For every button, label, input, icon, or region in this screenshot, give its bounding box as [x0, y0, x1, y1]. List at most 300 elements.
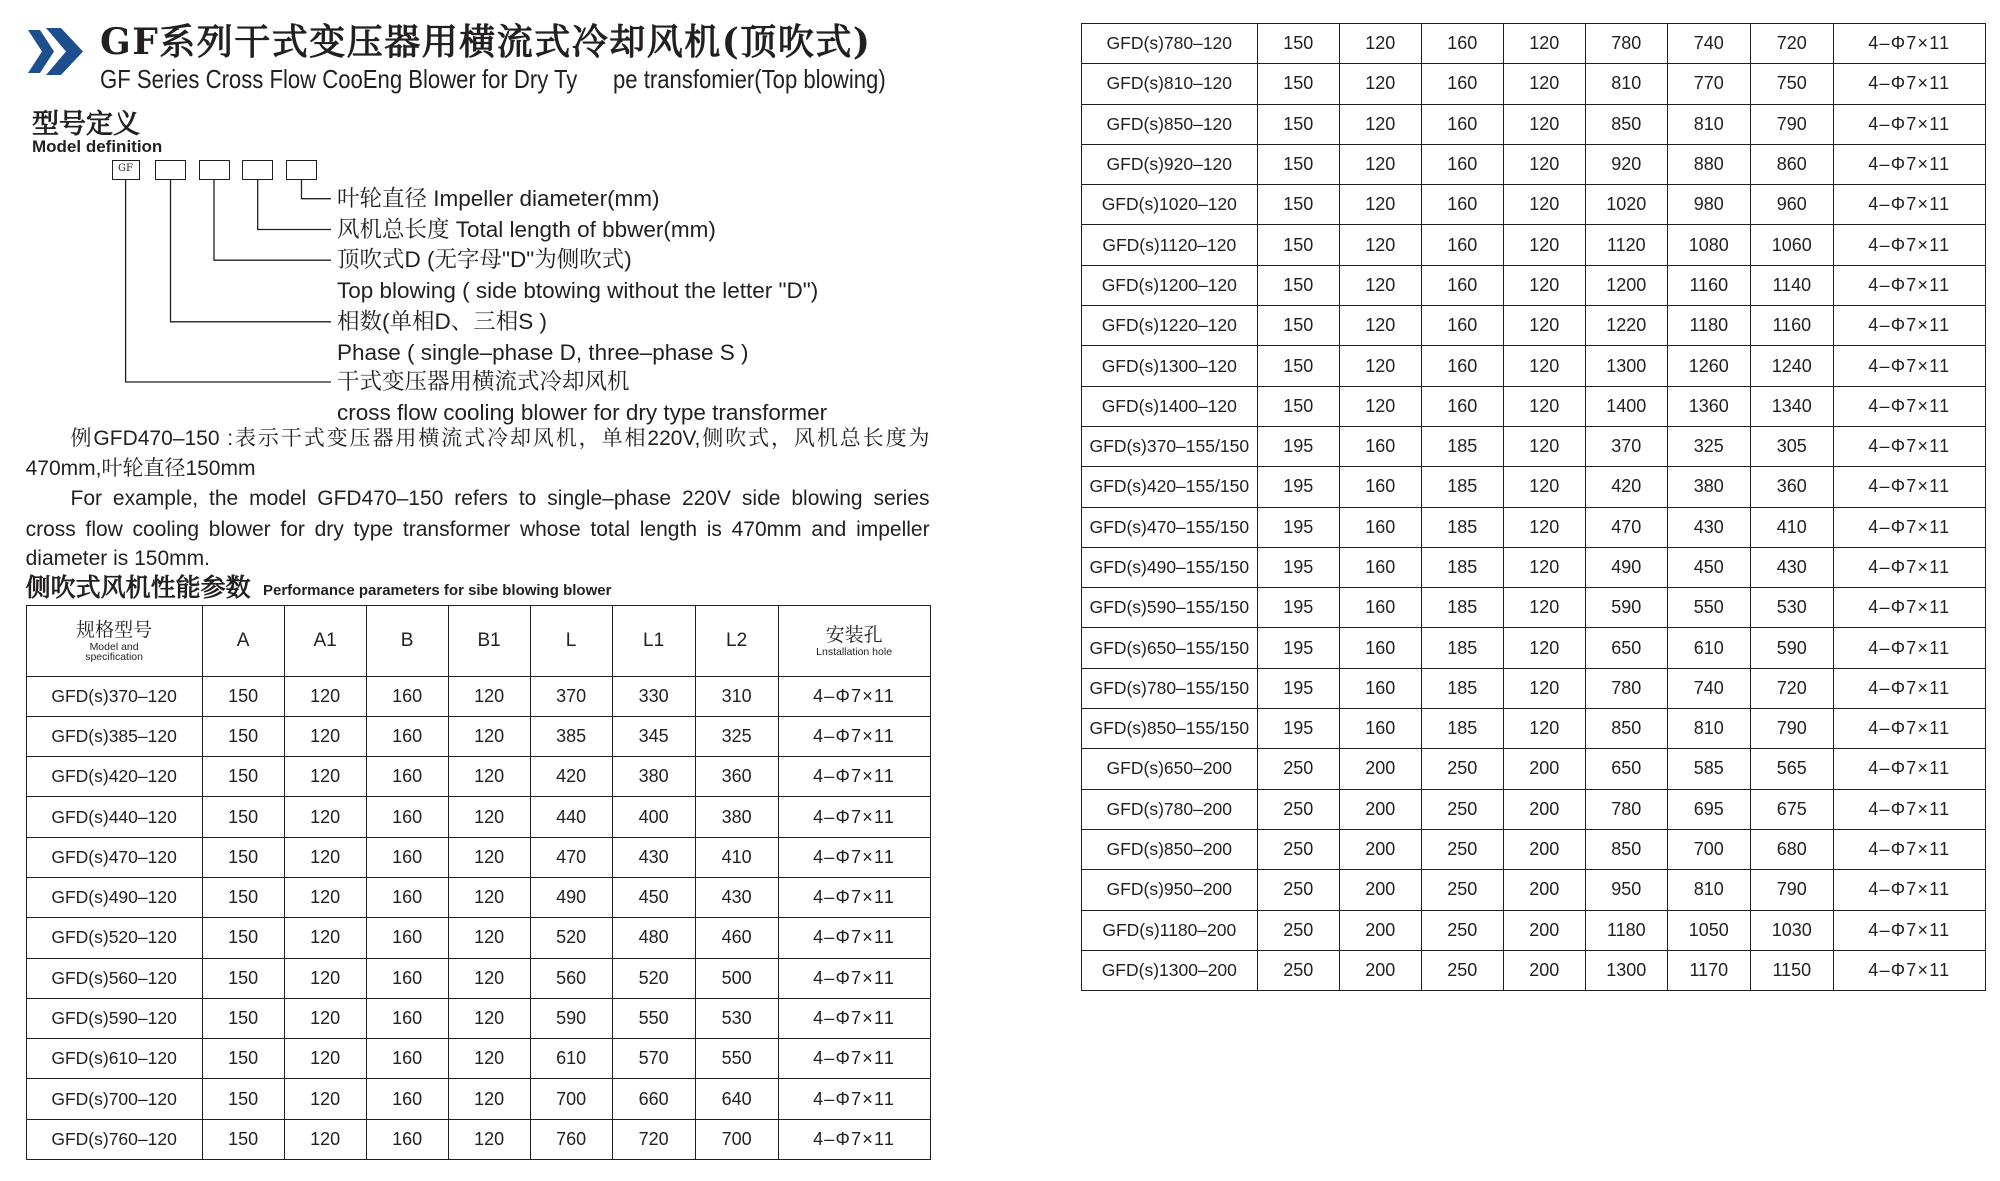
cell-l: 780 — [1585, 668, 1667, 708]
table-row — [1081, 668, 1985, 708]
cell-l2: 500 — [695, 958, 778, 998]
column-header-model-en-line1: Model and — [89, 640, 139, 653]
cell-l: 850 — [1585, 829, 1667, 869]
cell-installation-hole: 4–Φ7×11 — [1833, 265, 1985, 305]
table-row — [26, 676, 930, 716]
cell-b: 160 — [366, 716, 448, 756]
cell-installation-hole: 4–Φ7×11 — [1833, 185, 1985, 225]
cell-b: 185 — [1421, 588, 1503, 628]
cell-l: 1020 — [1585, 185, 1667, 225]
cell-l1: 570 — [612, 1039, 695, 1079]
connector-impeller-diameter — [302, 180, 332, 199]
cell-model: GFD(s)1300–120 — [1081, 346, 1257, 386]
cell-a: 150 — [202, 1039, 284, 1079]
cell-l2: 325 — [695, 716, 778, 756]
cell-a: 195 — [1257, 628, 1339, 668]
model-label-phase-zh: 相数(单相D、三相S ) — [337, 309, 547, 334]
cell-model: GFD(s)850–155/150 — [1081, 709, 1257, 749]
cell-model: GFD(s)440–120 — [26, 797, 202, 837]
cell-l1: 720 — [612, 1119, 695, 1159]
cell-b: 185 — [1421, 709, 1503, 749]
cell-b1: 120 — [448, 1039, 530, 1079]
cell-a1: 120 — [284, 1079, 366, 1119]
table-row — [1081, 749, 1985, 789]
cell-l1: 810 — [1667, 870, 1750, 910]
cell-l: 560 — [530, 958, 612, 998]
cell-installation-hole: 4–Φ7×11 — [1833, 749, 1985, 789]
column-header-a: A — [202, 606, 284, 677]
table-row — [1081, 588, 1985, 628]
performance-table-left-body — [26, 676, 930, 1160]
cell-l1: 1180 — [1667, 306, 1750, 346]
cell-l: 700 — [530, 1079, 612, 1119]
cell-model: GFD(s)850–200 — [1081, 829, 1257, 869]
cell-a1: 120 — [1339, 265, 1421, 305]
cell-b1: 120 — [448, 797, 530, 837]
cell-l1: 1170 — [1667, 950, 1750, 990]
table-row — [1081, 628, 1985, 668]
table-row — [1081, 547, 1985, 587]
cell-model: GFD(s)950–200 — [1081, 870, 1257, 910]
cell-a1: 120 — [284, 918, 366, 958]
cell-installation-hole: 4–Φ7×11 — [1833, 104, 1985, 144]
cell-l1: 810 — [1667, 104, 1750, 144]
cell-model: GFD(s)650–155/150 — [1081, 628, 1257, 668]
cell-l1: 585 — [1667, 749, 1750, 789]
table-row — [26, 1039, 930, 1079]
cell-l: 590 — [530, 998, 612, 1038]
cell-a1: 120 — [284, 1039, 366, 1079]
cell-b: 160 — [1421, 64, 1503, 104]
cell-l2: 1060 — [1750, 225, 1833, 265]
cell-l1: 430 — [612, 837, 695, 877]
cell-l1: 380 — [1667, 467, 1750, 507]
cell-b: 185 — [1421, 668, 1503, 708]
cell-l: 420 — [1585, 467, 1667, 507]
cell-l1: 695 — [1667, 789, 1750, 829]
cell-l2: 640 — [695, 1079, 778, 1119]
cell-a1: 120 — [284, 877, 366, 917]
cell-b1: 120 — [1503, 628, 1585, 668]
cell-model: GFD(s)1020–120 — [1081, 185, 1257, 225]
cell-a1: 200 — [1339, 910, 1421, 950]
example-text-en-line3: diameter is 150mm. — [25, 547, 210, 570]
cell-b: 160 — [1421, 386, 1503, 426]
cell-l1: 450 — [612, 877, 695, 917]
cell-l1: 1160 — [1667, 265, 1750, 305]
model-code-box-impeller — [286, 160, 317, 180]
cell-a1: 120 — [1339, 104, 1421, 144]
cell-a1: 120 — [284, 1119, 366, 1159]
table-row — [26, 1119, 930, 1159]
cell-a: 150 — [202, 998, 284, 1038]
cell-l1: 1050 — [1667, 910, 1750, 950]
cell-a1: 120 — [284, 837, 366, 877]
cell-a: 250 — [1257, 829, 1339, 869]
cell-a1: 160 — [1339, 467, 1421, 507]
cell-a: 195 — [1257, 547, 1339, 587]
cell-a1: 160 — [1339, 507, 1421, 547]
connector-total-length — [258, 180, 331, 230]
cell-a: 250 — [1257, 950, 1339, 990]
table-row — [26, 998, 930, 1038]
cell-b1: 120 — [448, 837, 530, 877]
table-row — [1081, 144, 1985, 184]
cell-b: 250 — [1421, 789, 1503, 829]
cell-a: 150 — [1257, 185, 1339, 225]
cell-b: 160 — [366, 877, 448, 917]
cell-installation-hole: 4–Φ7×11 — [1833, 507, 1985, 547]
cell-l1: 740 — [1667, 668, 1750, 708]
cell-a: 150 — [1257, 144, 1339, 184]
cell-l2: 360 — [695, 757, 778, 797]
performance-table-title-en: Performance parameters for sibe blowing blower — [263, 582, 612, 599]
cell-b: 160 — [1421, 306, 1503, 346]
table-row — [1081, 910, 1985, 950]
cell-a: 150 — [1257, 265, 1339, 305]
cell-model: GFD(s)420–120 — [26, 757, 202, 797]
performance-table-title-zh: 侧吹式风机性能参数 — [25, 574, 251, 602]
cell-l: 470 — [530, 837, 612, 877]
performance-table-left — [26, 605, 931, 1160]
cell-model: GFD(s)920–120 — [1081, 144, 1257, 184]
cell-b: 250 — [1421, 870, 1503, 910]
model-code-box-top-blowing — [199, 160, 230, 180]
column-header-model-en-line2: specification — [85, 650, 143, 663]
cell-b: 160 — [1421, 185, 1503, 225]
cell-model: GFD(s)780–200 — [1081, 789, 1257, 829]
cell-a: 150 — [1257, 24, 1339, 64]
cell-b: 160 — [1421, 104, 1503, 144]
cell-b1: 200 — [1503, 950, 1585, 990]
cell-l: 650 — [1585, 628, 1667, 668]
cell-l2: 530 — [1750, 588, 1833, 628]
cell-b1: 120 — [448, 716, 530, 756]
cell-model: GFD(s)700–120 — [26, 1079, 202, 1119]
cell-l1: 660 — [612, 1079, 695, 1119]
cell-a: 150 — [202, 837, 284, 877]
cell-installation-hole: 4–Φ7×11 — [1833, 950, 1985, 990]
cell-l2: 960 — [1750, 185, 1833, 225]
cell-model: GFD(s)1400–120 — [1081, 386, 1257, 426]
cell-l1: 345 — [612, 716, 695, 756]
cell-a1: 120 — [1339, 306, 1421, 346]
model-label-top-blowing-en: Top blowing ( side btowing without the letter "D") — [337, 278, 819, 303]
cell-installation-hole: 4–Φ7×11 — [778, 797, 930, 837]
table-row — [1081, 24, 1985, 64]
cell-b1: 120 — [1503, 547, 1585, 587]
cell-a1: 160 — [1339, 709, 1421, 749]
cell-l: 1120 — [1585, 225, 1667, 265]
table-header-row — [26, 606, 930, 677]
cell-a: 150 — [1257, 386, 1339, 426]
cell-a: 150 — [1257, 225, 1339, 265]
cell-installation-hole: 4–Φ7×11 — [1833, 789, 1985, 829]
cell-installation-hole: 4–Φ7×11 — [778, 1119, 930, 1159]
cell-b1: 200 — [1503, 749, 1585, 789]
cell-b: 250 — [1421, 950, 1503, 990]
cell-a: 195 — [1257, 588, 1339, 628]
cell-l1: 550 — [1667, 588, 1750, 628]
cell-installation-hole: 4–Φ7×11 — [1833, 668, 1985, 708]
cell-b: 160 — [366, 958, 448, 998]
model-label-series-en: cross flow cooling blower for dry type transformer — [337, 400, 828, 425]
cell-l1: 325 — [1667, 426, 1750, 466]
cell-b1: 120 — [448, 1119, 530, 1159]
table-row — [26, 757, 930, 797]
model-label-series-zh: 干式变压器用横流式冷却风机 — [337, 369, 630, 394]
cell-l: 520 — [530, 918, 612, 958]
cell-b: 160 — [366, 797, 448, 837]
cell-model: GFD(s)385–120 — [26, 716, 202, 756]
table-row — [1081, 950, 1985, 990]
cell-a: 150 — [202, 757, 284, 797]
cell-l2: 430 — [695, 877, 778, 917]
cell-b1: 120 — [448, 757, 530, 797]
cell-a1: 120 — [1339, 185, 1421, 225]
cell-l1: 450 — [1667, 547, 1750, 587]
cell-l2: 1030 — [1750, 910, 1833, 950]
cell-l: 850 — [1585, 709, 1667, 749]
cell-b1: 120 — [448, 998, 530, 1038]
cell-model: GFD(s)420–155/150 — [1081, 467, 1257, 507]
cell-l2: 380 — [695, 797, 778, 837]
cell-l1: 550 — [612, 998, 695, 1038]
cell-l1: 740 — [1667, 24, 1750, 64]
cell-a: 195 — [1257, 426, 1339, 466]
cell-model: GFD(s)780–120 — [1081, 24, 1257, 64]
model-definition-title-en: Model definition — [32, 137, 163, 156]
cell-installation-hole: 4–Φ7×11 — [1833, 870, 1985, 910]
cell-l: 1220 — [1585, 306, 1667, 346]
model-code-prefix-box: GF — [112, 160, 140, 180]
cell-model: GFD(s)1180–200 — [1081, 910, 1257, 950]
table-row — [1081, 306, 1985, 346]
cell-model: GFD(s)760–120 — [26, 1119, 202, 1159]
cell-b: 160 — [366, 998, 448, 1038]
table-row — [26, 797, 930, 837]
cell-b1: 120 — [1503, 507, 1585, 547]
cell-a1: 200 — [1339, 870, 1421, 910]
cell-installation-hole: 4–Φ7×11 — [778, 837, 930, 877]
cell-l: 1300 — [1585, 346, 1667, 386]
cell-l2: 565 — [1750, 749, 1833, 789]
table-row — [1081, 426, 1985, 466]
cell-b1: 120 — [1503, 144, 1585, 184]
cell-b: 160 — [366, 918, 448, 958]
cell-installation-hole: 4–Φ7×11 — [1833, 24, 1985, 64]
cell-b1: 120 — [448, 676, 530, 716]
cell-model: GFD(s)590–120 — [26, 998, 202, 1038]
cell-model: GFD(s)780–155/150 — [1081, 668, 1257, 708]
cell-b: 160 — [1421, 144, 1503, 184]
model-label-phase-en: Phase ( single–phase D, three–phase S ) — [337, 340, 749, 365]
cell-b: 160 — [1421, 346, 1503, 386]
cell-l2: 720 — [1750, 668, 1833, 708]
connector-top-blowing — [214, 180, 331, 261]
cell-installation-hole: 4–Φ7×11 — [778, 1039, 930, 1079]
cell-installation-hole: 4–Φ7×11 — [778, 757, 930, 797]
cell-l: 370 — [1585, 426, 1667, 466]
cell-l: 950 — [1585, 870, 1667, 910]
cell-l2: 360 — [1750, 467, 1833, 507]
table-row — [26, 918, 930, 958]
cell-model: GFD(s)1300–200 — [1081, 950, 1257, 990]
cell-l1: 380 — [612, 757, 695, 797]
cell-l2: 700 — [695, 1119, 778, 1159]
cell-b: 160 — [1421, 265, 1503, 305]
cell-b: 160 — [366, 837, 448, 877]
column-header-model-zh: 规格型号 — [76, 619, 153, 641]
table-row — [1081, 829, 1985, 869]
cell-b1: 200 — [1503, 829, 1585, 869]
cell-b1: 200 — [1503, 870, 1585, 910]
cell-model: GFD(s)1220–120 — [1081, 306, 1257, 346]
cell-a: 150 — [1257, 346, 1339, 386]
table-row — [26, 837, 930, 877]
cell-a1: 200 — [1339, 789, 1421, 829]
cell-b1: 120 — [1503, 668, 1585, 708]
table-row — [1081, 104, 1985, 144]
cell-l1: 480 — [612, 918, 695, 958]
cell-b: 250 — [1421, 749, 1503, 789]
cell-model: GFD(s)490–120 — [26, 877, 202, 917]
cell-a: 250 — [1257, 870, 1339, 910]
cell-a1: 200 — [1339, 749, 1421, 789]
cell-l2: 860 — [1750, 144, 1833, 184]
cell-l: 370 — [530, 676, 612, 716]
table-row — [1081, 265, 1985, 305]
cell-l: 1400 — [1585, 386, 1667, 426]
cell-a1: 120 — [1339, 64, 1421, 104]
cell-l1: 330 — [612, 676, 695, 716]
cell-l: 420 — [530, 757, 612, 797]
example-text-en-line1: For example, the model GFD470–150 refers to single–phase 220V side blowing series — [70, 487, 930, 510]
cell-l: 850 — [1585, 104, 1667, 144]
cell-b: 160 — [366, 676, 448, 716]
cell-b: 160 — [366, 1119, 448, 1159]
cell-b1: 120 — [1503, 225, 1585, 265]
cell-a: 195 — [1257, 668, 1339, 708]
cell-l2: 720 — [1750, 24, 1833, 64]
cell-b1: 120 — [1503, 306, 1585, 346]
cell-b1: 120 — [1503, 64, 1585, 104]
cell-model: GFD(s)610–120 — [26, 1039, 202, 1079]
cell-l2: 460 — [695, 918, 778, 958]
cell-a: 150 — [202, 958, 284, 998]
example-text-zh-line1: 例GFD470–150 :表示干式变压器用横流式冷却风机，单相220V,侧吹式，风机总长度为 — [70, 427, 930, 450]
cell-installation-hole: 4–Φ7×11 — [778, 918, 930, 958]
column-header-l: L — [530, 606, 612, 677]
cell-l2: 430 — [1750, 547, 1833, 587]
cell-a: 150 — [202, 877, 284, 917]
cell-l: 470 — [1585, 507, 1667, 547]
performance-table-right — [1081, 23, 1986, 991]
cell-a: 150 — [1257, 64, 1339, 104]
column-header-hole-en: Lnstallation hole — [816, 645, 893, 658]
cell-l2: 410 — [695, 837, 778, 877]
cell-l2: 530 — [695, 998, 778, 1038]
cell-a: 195 — [1257, 507, 1339, 547]
cell-a1: 120 — [1339, 24, 1421, 64]
cell-a: 150 — [202, 1119, 284, 1159]
column-header-model — [26, 606, 202, 677]
cell-installation-hole: 4–Φ7×11 — [1833, 64, 1985, 104]
cell-l: 780 — [1585, 24, 1667, 64]
cell-b: 185 — [1421, 426, 1503, 466]
cell-l1: 700 — [1667, 829, 1750, 869]
table-row — [1081, 346, 1985, 386]
cell-installation-hole: 4–Φ7×11 — [778, 877, 930, 917]
cell-b1: 120 — [1503, 265, 1585, 305]
cell-l2: 1140 — [1750, 265, 1833, 305]
cell-installation-hole: 4–Φ7×11 — [778, 676, 930, 716]
cell-l: 610 — [530, 1039, 612, 1079]
example-text-en-line2: cross flow cooling blower for dry type transformer whose total length is 470mm and impeller — [25, 518, 930, 541]
cell-model: GFD(s)560–120 — [26, 958, 202, 998]
page-title: GF系列干式变压器用横流式冷却风机(顶吹式) — [100, 21, 872, 63]
cell-installation-hole: 4–Φ7×11 — [1833, 426, 1985, 466]
cell-l1: 980 — [1667, 185, 1750, 225]
cell-a1: 120 — [1339, 225, 1421, 265]
table-row — [1081, 185, 1985, 225]
cell-installation-hole: 4–Φ7×11 — [1833, 829, 1985, 869]
cell-b: 185 — [1421, 507, 1503, 547]
cell-model: GFD(s)520–120 — [26, 918, 202, 958]
cell-installation-hole: 4–Φ7×11 — [1833, 225, 1985, 265]
cell-a1: 200 — [1339, 950, 1421, 990]
cell-b1: 120 — [1503, 467, 1585, 507]
cell-l: 440 — [530, 797, 612, 837]
cell-installation-hole: 4–Φ7×11 — [1833, 306, 1985, 346]
cell-installation-hole: 4–Φ7×11 — [778, 1079, 930, 1119]
cell-l2: 790 — [1750, 709, 1833, 749]
table-row — [1081, 870, 1985, 910]
page-subtitle-part1: GF Series Cross Flow CooEng Blower for Dry Ty — [100, 64, 578, 94]
cell-a1: 120 — [1339, 386, 1421, 426]
cell-b: 250 — [1421, 910, 1503, 950]
cell-installation-hole: 4–Φ7×11 — [1833, 588, 1985, 628]
cell-model: GFD(s)1200–120 — [1081, 265, 1257, 305]
cell-model: GFD(s)370–120 — [26, 676, 202, 716]
model-code-box-phase — [155, 160, 186, 180]
cell-model: GFD(s)370–155/150 — [1081, 426, 1257, 466]
cell-l: 810 — [1585, 64, 1667, 104]
cell-model: GFD(s)490–155/150 — [1081, 547, 1257, 587]
cell-l1: 770 — [1667, 64, 1750, 104]
cell-l: 1180 — [1585, 910, 1667, 950]
cell-installation-hole: 4–Φ7×11 — [1833, 910, 1985, 950]
example-text-zh-line2: 470mm,叶轮直径150mm — [25, 457, 256, 480]
cell-a: 150 — [202, 918, 284, 958]
cell-l2: 675 — [1750, 789, 1833, 829]
cell-l1: 610 — [1667, 628, 1750, 668]
column-header-installation-hole — [778, 606, 930, 677]
cell-l: 385 — [530, 716, 612, 756]
cell-b: 185 — [1421, 467, 1503, 507]
cell-b: 160 — [1421, 225, 1503, 265]
cell-l: 1300 — [1585, 950, 1667, 990]
cell-installation-hole: 4–Φ7×11 — [778, 998, 930, 1038]
cell-l2: 1160 — [1750, 306, 1833, 346]
page-subtitle-part2: pe transfomier(Top blowing) — [613, 64, 886, 94]
cell-b1: 120 — [448, 877, 530, 917]
cell-l1: 810 — [1667, 709, 1750, 749]
cell-a1: 120 — [284, 757, 366, 797]
cell-model: GFD(s)1120–120 — [1081, 225, 1257, 265]
cell-a: 195 — [1257, 709, 1339, 749]
cell-b: 160 — [366, 1079, 448, 1119]
